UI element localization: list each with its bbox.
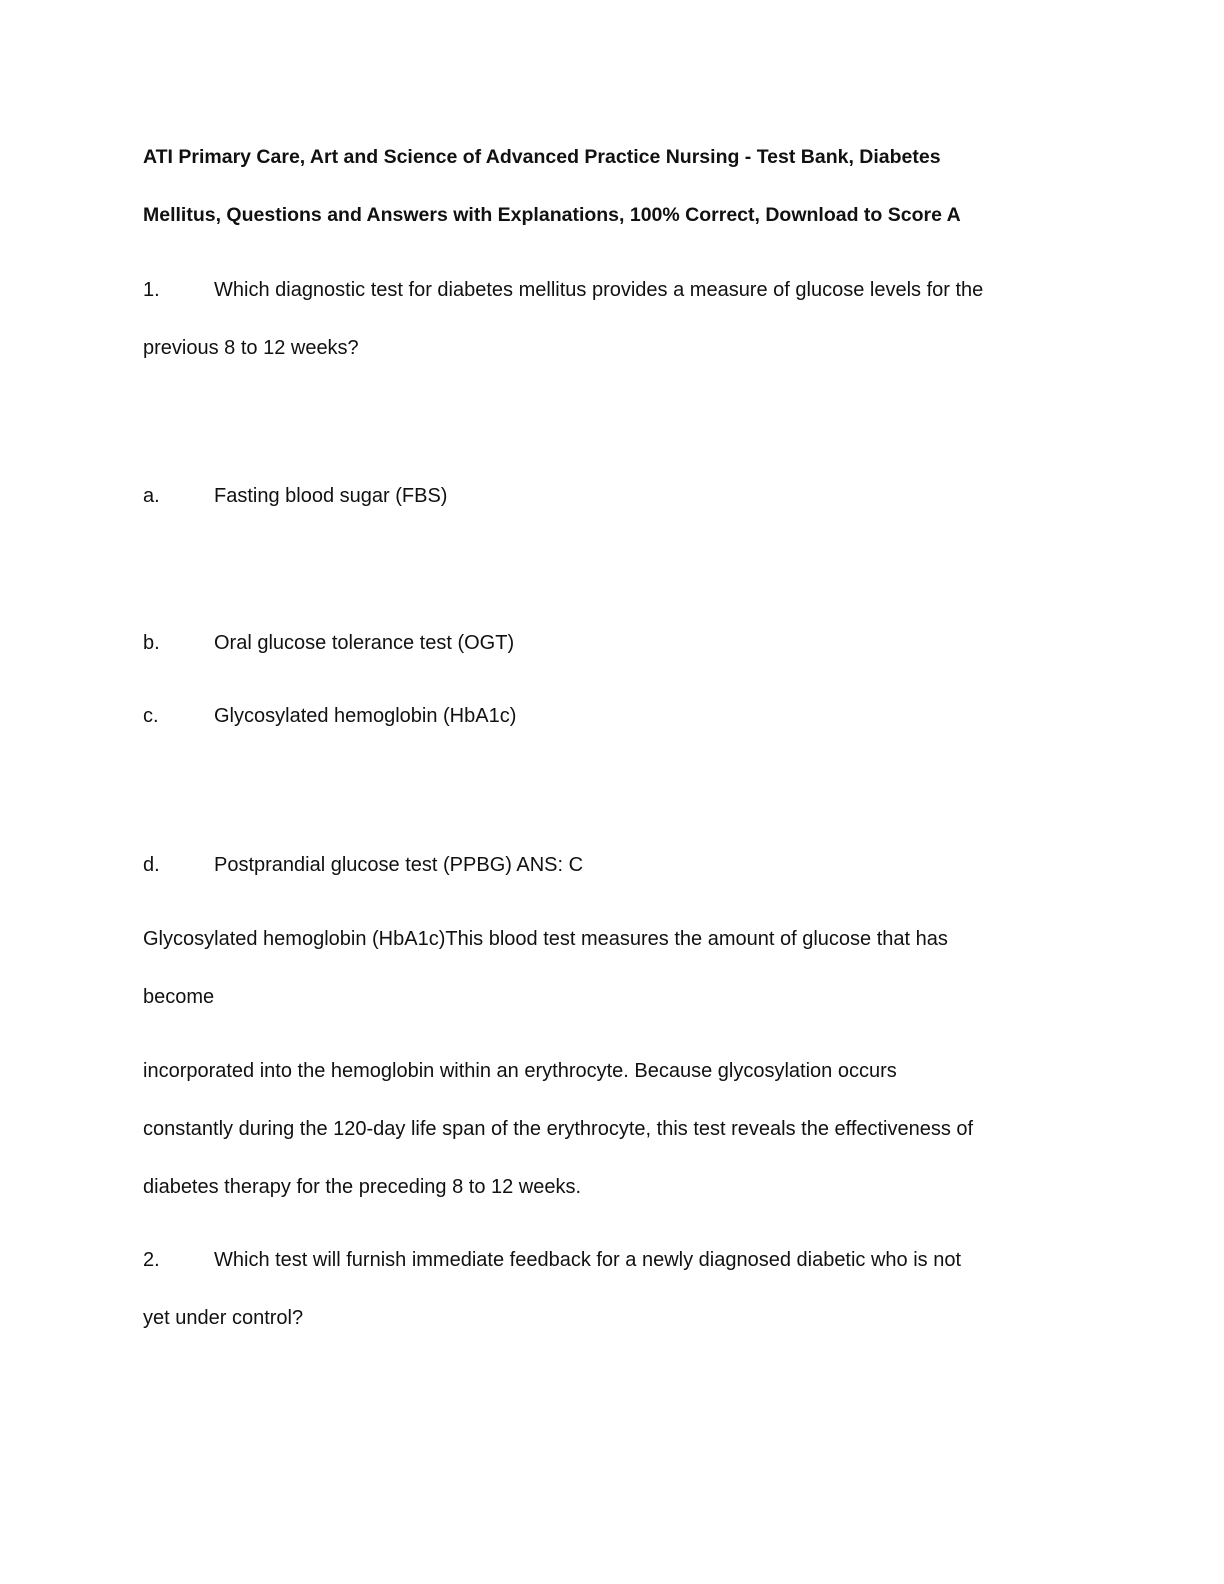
option-letter: d. bbox=[143, 854, 160, 876]
explanation-line: constantly during the 120-day life span of the erythrocyte, this test reveals the effectiveness of bbox=[143, 1118, 974, 1140]
question-number: 1. bbox=[143, 279, 160, 301]
explanation-line: incorporated into the hemoglobin within an erythrocyte. Because glycosylation occurs bbox=[143, 1060, 897, 1082]
question-text-cont: yet under control? bbox=[143, 1307, 304, 1329]
option-text: Fasting blood sugar (FBS) bbox=[214, 485, 448, 507]
question-number: 2. bbox=[143, 1249, 160, 1271]
title-line-2: Mellitus, Questions and Answers with Explanations, 100% Correct, Download to Score A bbox=[143, 204, 961, 226]
explanation-line: Glycosylated hemoglobin (HbA1c)This blood test measures the amount of glucose that has bbox=[143, 928, 948, 950]
explanation-line: become bbox=[143, 986, 215, 1008]
option-letter: b. bbox=[143, 632, 160, 654]
title-line-1: ATI Primary Care, Art and Science of Advanced Practice Nursing - Test Bank, Diabetes bbox=[143, 146, 941, 168]
question-text-cont: previous 8 to 12 weeks? bbox=[143, 337, 359, 359]
option-letter: a. bbox=[143, 485, 160, 507]
option-text: Oral glucose tolerance test (OGT) bbox=[214, 632, 515, 654]
option-text: Glycosylated hemoglobin (HbA1c) bbox=[214, 705, 517, 727]
option-letter: c. bbox=[143, 705, 159, 727]
explanation-line: diabetes therapy for the preceding 8 to 12 weeks. bbox=[143, 1176, 582, 1198]
question-text: Which test will furnish immediate feedback for a newly diagnosed diabetic who is not bbox=[214, 1249, 962, 1271]
option-text: Postprandial glucose test (PPBG) ANS: C bbox=[214, 854, 584, 876]
question-text: Which diagnostic test for diabetes mellitus provides a measure of glucose levels for the bbox=[214, 279, 984, 301]
